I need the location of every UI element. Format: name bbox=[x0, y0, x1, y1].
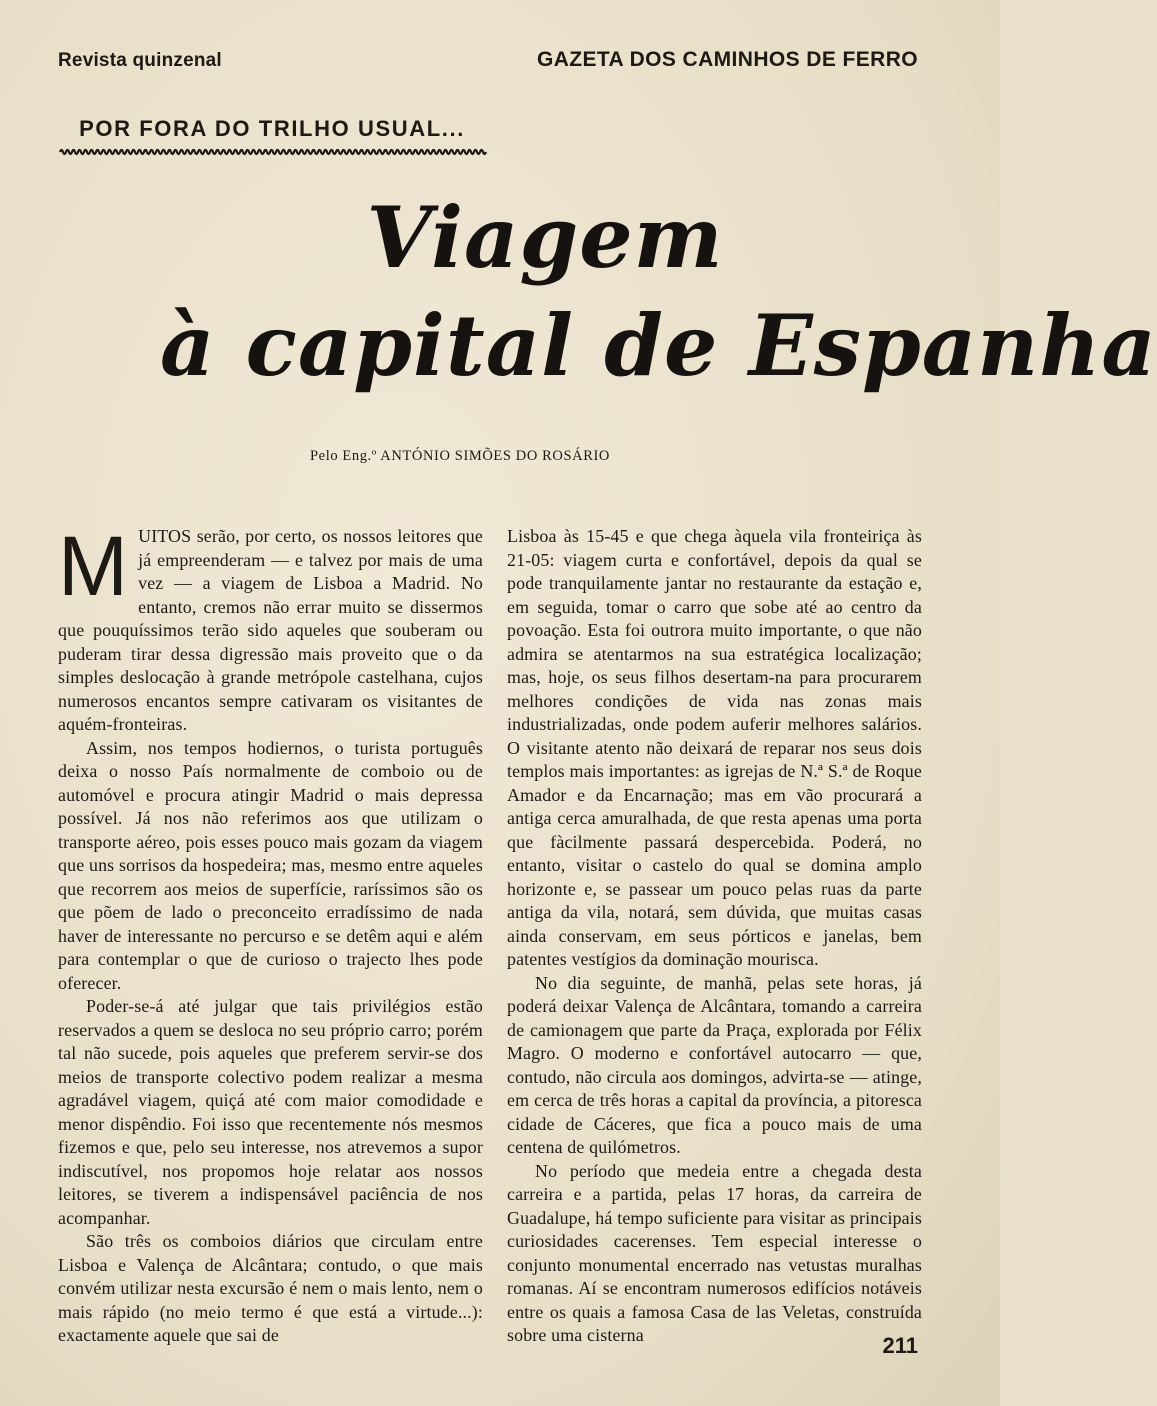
paragraph-text: UITOS serão, por certo, os nossos leitores que já empreenderam — e talvez por mais de uma vez — a viagem de Lisboa a Madrid. No entanto, cremos não errar muito se dissermos que pouquíssimos terão sido aqueles que souberam ou puderam tirar dessa digressão mais proveito que o da simples deslocação à grande metrópole castelhana, cujos numerosos encantos sempre cativaram os visitantes de aquém-fronteiras. bbox=[58, 526, 483, 734]
body-paragraph: Lisboa às 15-45 e que chega àquela vila fronteiriça às 21-05: viagem curta e confortável, depois da qual se pode tranquilamente jantar no restaurante da estação e, em seguida, tomar o carro que sobe até ao centro da povoação. Esta foi outrora muito importante, o que não admira se atentarmos na sua estratégica localização; mas, hoje, os seus filhos desertam-na para procurarem melhores condições de vida nas zonas mais industrializadas, onde podem auferir melhores salários. O visitante atento não deixará de reparar nos seus dois templos mais importantes: as igrejas de N.ª S.ª de Roque Amador e da Encarnação; mas em vão procurará a antiga cerca amuralhada, de que resta apenas uma porta que fàcilmente passará despercebida. Poderá, no entanto, visitar o castelo do qual se domina amplo horizonte e, se passear um pouco pelas ruas da parte antiga da vila, notará, sem dúvida, que muitas casas ainda conservam, em seus pórticos e janelas, bem patentes vestígios da dominação mourisca. bbox=[507, 526, 922, 969]
article-title-line-2: à capital de Espanha bbox=[160, 296, 1157, 395]
body-paragraph: Assim, nos tempos hodiernos, o turista português deixa o nosso País normalmente de comboio ou de automóvel e procura atingir Madrid o mais depressa possível. Já nos não referimos aos que utilizam o transporte aéreo, pois esses pouco mais gozam da viagem que uns sorrisos da hospedeira; mas, mesmo entre aqueles que recorrem aos meios de superfície, raríssimos são os que põem de lado o preconceito erradíssimo de nada haver de interessante no percurso e se detêm aqui e além para contemplar o que de curioso o trajecto lhes pode oferecer. bbox=[58, 737, 483, 993]
drop-cap: M bbox=[58, 519, 129, 613]
body-paragraph: Poder-se-á até julgar que tais privilégios estão reservados a quem se desloca no seu próprio carro; porém tal não sucede, pois aqueles que preferem servir-se dos meios de transporte colectivo podem realizar a mesma agradável viagem, quiçá até com maior comodidade e menor dispêndio. Foi isso que recentemente nós mesmos fizemos e que, pelo seu interesse, nos atrevemos a supor indiscutível, nos propomos hoje relatar aos nossos leitores, se tiverem a indispensável paciência de nos acompanhar. bbox=[58, 996, 483, 1228]
article-column-left bbox=[58, 519, 483, 1348]
running-header-right: GAZETA DOS CAMINHOS DE FERRO bbox=[536, 48, 918, 71]
running-header-left: Revista quinzenal bbox=[58, 50, 222, 71]
section-kicker-block bbox=[60, 116, 484, 157]
body-paragraph bbox=[58, 519, 483, 737]
wavy-rule bbox=[60, 147, 484, 157]
section-kicker: POR FORA DO TRILHO USUAL... bbox=[79, 116, 465, 141]
page-number: 211 bbox=[882, 1333, 918, 1358]
body-paragraph: No período que medeia entre a chegada desta carreira e a partida, pelas 17 horas, da carreira de Guadalupe, há tempo suficiente para visitar as principais curiosidades cacerenses. Tem especial interesse o conjunto monumental encerrado nas vetustas muralhas romanas. Aí se encontram numerosos edifícios notáveis entre os quais a famosa Casa de las Veletas, construída sobre uma cisterna bbox=[507, 1160, 922, 1345]
body-paragraph: No dia seguinte, de manhã, pelas sete horas, já poderá deixar Valença de Alcântara, tomando a carreira de camionagem que parte da Praça, explorada por Félix Magro. O moderno e confortável autocarro — que, contudo, não circula aos domingos, advirta-se — atinge, em cerca de três horas a capital da província, a pitoresca cidade de Cáceres, que fica a pouco mais de uma centena de quilómetros. bbox=[507, 972, 922, 1157]
article-byline: Pelo Eng.º ANTÓNIO SIMÕES DO ROSÁRIO bbox=[310, 448, 610, 464]
article-title-line-1: Viagem bbox=[366, 188, 724, 287]
body-paragraph: São três os comboios diários que circulam entre Lisboa e Valença de Alcântara; contudo, o que mais convém utilizar nesta excursão é nem o mais lento, nem o mais rápido (no meio termo é que está a virtude...): exactamente aquele que sai de bbox=[58, 1231, 483, 1345]
article-column-right bbox=[507, 525, 922, 1348]
